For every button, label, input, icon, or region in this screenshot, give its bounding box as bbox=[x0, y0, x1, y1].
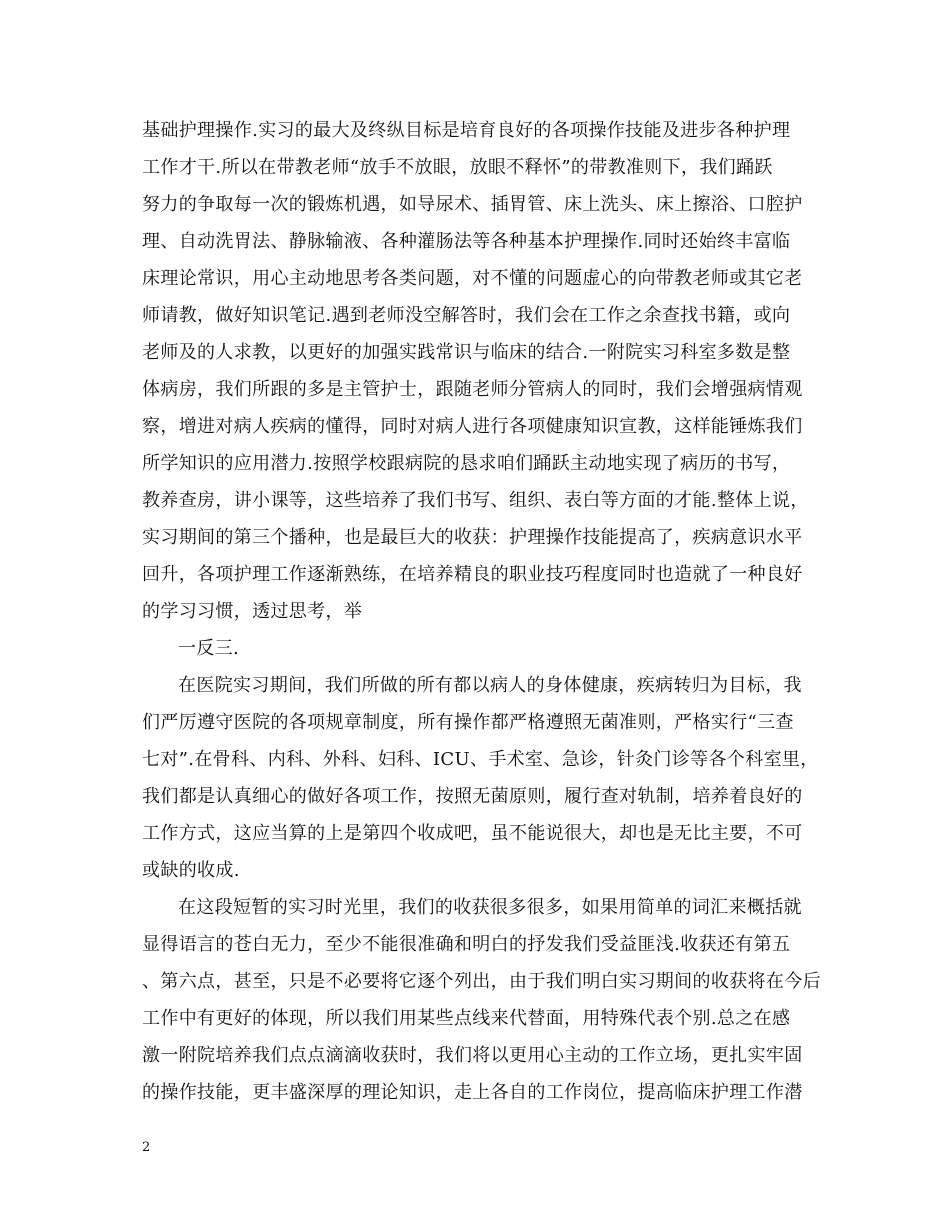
text-line: 察，增进对病人疾病的懂得，同时对病人进行各项健康知识宣教，这样能锤炼我们 bbox=[142, 416, 803, 437]
text-line: 们严厉遵守医院的各项规章制度，所有操作都严格遵照无菌准则，严格实行“三查 bbox=[142, 712, 794, 733]
text-line: 工作中有更好的体现，所以我们用某些点线来代替面，用特殊代表个别.总之在感 bbox=[142, 1008, 791, 1029]
text-line: 所学知识的应用潜力.按照学校跟病院的恳求咱们踊跃主动地实现了病历的书写， bbox=[142, 453, 791, 474]
text-line: 实习期间的第三个播种，也是最巨大的收获：护理操作技能提高了，疾病意识水平 bbox=[142, 527, 803, 548]
text-line: 体病房，我们所跟的多是主管护士，跟随老师分管病人的同时，我们会增强病情观 bbox=[142, 379, 803, 400]
text-line: 显得语言的苍白无力，至少不能很准确和明白的抒发我们受益匪浅.收获还有第五 bbox=[142, 934, 791, 955]
text-line: 教养查房，讲小课等，这些培养了我们书写、组织、表白等方面的才能.整体上说， bbox=[142, 490, 809, 511]
text-line: 老师及的人求教，以更好的加强实践常识与临床的结合.一附院实习科室多数是整 bbox=[142, 342, 791, 363]
text-line: 七对”.在骨科、内科、外科、妇科、ICU、手术室、急诊，针灸门诊等各个科室里， bbox=[142, 749, 819, 770]
text-line: 激一附院培养我们点点滴滴收获时，我们将以更用心主动的工作立场，更扎实牢固 bbox=[142, 1045, 803, 1066]
text-line: 的学习习惯，透过思考，举 bbox=[142, 601, 363, 622]
text-line: 工作方式，这应当算的上是第四个收成吧，虽不能说很大，却也是无比主要，不可 bbox=[142, 823, 803, 844]
text-line: 一反三. bbox=[178, 638, 240, 659]
text-line: 或缺的收成. bbox=[142, 860, 240, 881]
text-line: 工作才干.所以在带教老师“放手不放眼，放眼不释怀”的带教准则下，我们踊跃 bbox=[142, 157, 773, 178]
text-line: 回升，各项护理工作逐渐熟练，在培养精良的职业技巧程度同时也造就了一种良好 bbox=[142, 564, 803, 585]
paragraph-start: 在医院实习期间，我们所做的所有都以病人的身体健康，疾病转归为目标，我 bbox=[178, 675, 802, 696]
text-line: 理、自动洗胃法、静脉输液、各种灌肠法等各种基本护理操作.同时还始终丰富临 bbox=[142, 231, 791, 252]
text-line: 基础护理操作.实习的最大及终纵目标是培育良好的各项操作技能及进步各种护理 bbox=[142, 120, 791, 141]
text-line: 努力的争取每一次的锻炼机遇，如导尿术、插胃管、床上洗头、床上擦浴、口腔护 bbox=[142, 194, 803, 215]
paragraph-start: 在这段短暂的实习时光里，我们的收获很多很多，如果用简单的词汇来概括就 bbox=[178, 897, 802, 918]
text-line: 、第六点，甚至，只是不必要将它逐个列出，由于我们明白实习期间的收获将在今后 bbox=[142, 971, 821, 992]
text-line: 师请教，做好知识笔记.遇到老师没空解答时，我们会在工作之余查找书籍，或向 bbox=[142, 305, 791, 326]
text-line: 我们都是认真细心的做好各项工作，按照无菌原则，履行查对轨制，培养着良好的 bbox=[142, 786, 803, 807]
text-line: 的操作技能，更丰盛深厚的理论知识，走上各自的工作岗位，提高临床护理工作潜 bbox=[142, 1082, 803, 1103]
text-line: 床理论常识，用心主动地思考各类问题，对不懂的问题虚心的向带教老师或其它老 bbox=[142, 268, 803, 289]
page-number: 2 bbox=[142, 1140, 151, 1155]
